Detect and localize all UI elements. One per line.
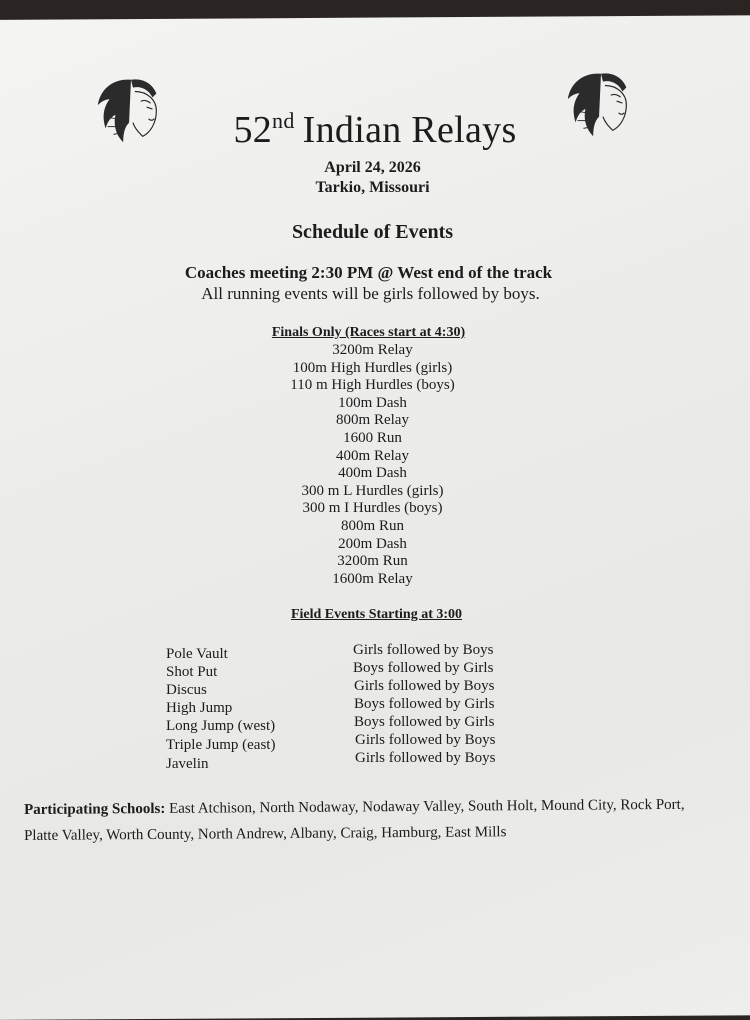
field-event-name: Long Jump (west) [166, 718, 276, 734]
title-ordinal: nd [272, 108, 295, 133]
list-item: 800m Relay [336, 412, 409, 429]
field-event-name: Pole Vault [166, 646, 228, 662]
participating-schools-continued: Platte Valley, Worth County, North Andrew, Albany, Craig, Hamburg, East Mills [24, 824, 507, 844]
field-event-order: Girls followed by Boys [353, 642, 494, 658]
field-event-order: Girls followed by Boys [354, 678, 495, 694]
field-event-order: Girls followed by Boys [355, 732, 496, 748]
list-item: 800m Run [341, 517, 404, 534]
field-event-name: Javelin [166, 756, 209, 772]
field-event-order: Boys followed by Girls [353, 660, 494, 676]
list-item: 3200m Run [337, 553, 408, 570]
list-item: 200m Dash [338, 535, 407, 552]
list-item: 3200m Relay [332, 342, 413, 358]
participating-line1: East Atchison, North Nodaway, Nodaway Valley, South Holt, Mound City, Rock Port, [168, 796, 685, 817]
field-heading: Field Events Starting at 3:00 [290, 607, 463, 622]
list-item: 110 m High Hurdles (boys) [290, 377, 455, 394]
field-event-order: Boys followed by Girls [354, 696, 495, 712]
event-date: April 24, 2026 [324, 159, 421, 176]
list-item: 100m Dash [338, 394, 407, 411]
field-event-name: Discus [166, 682, 207, 698]
field-event-name: High Jump [166, 700, 233, 716]
schedule-heading: Schedule of Events [291, 221, 454, 243]
page-title [0, 108, 750, 152]
title-text: Indian Relays [302, 109, 517, 151]
finals-events-list [0, 342, 745, 588]
list-item: 1600 Run [343, 429, 402, 446]
coaches-meeting: Coaches meeting 2:30 PM @ West end of the track [184, 263, 553, 282]
title-number: 52 [233, 109, 273, 151]
list-item: 300 m L Hurdles (girls) [301, 482, 444, 499]
list-item: 400m Dash [338, 465, 407, 482]
field-event-order: Girls followed by Boys [355, 750, 496, 766]
list-item: 1600m Relay [332, 570, 413, 587]
list-item: 400m Relay [336, 447, 409, 464]
field-event-name: Triple Jump (east) [166, 737, 276, 753]
list-item: 100m High Hurdles (girls) [292, 359, 453, 376]
event-location: Tarkio, Missouri [315, 179, 430, 196]
running-note: All running events will be girls followed by boys. [201, 284, 540, 303]
list-item: 300 m I Hurdles (boys) [302, 500, 443, 517]
field-event-name: Shot Put [166, 664, 218, 680]
finals-heading: Finals Only (Races start at 4:30) [271, 325, 466, 340]
participating-label: Participating Schools: [24, 800, 166, 818]
field-event-order: Boys followed by Girls [354, 714, 495, 730]
